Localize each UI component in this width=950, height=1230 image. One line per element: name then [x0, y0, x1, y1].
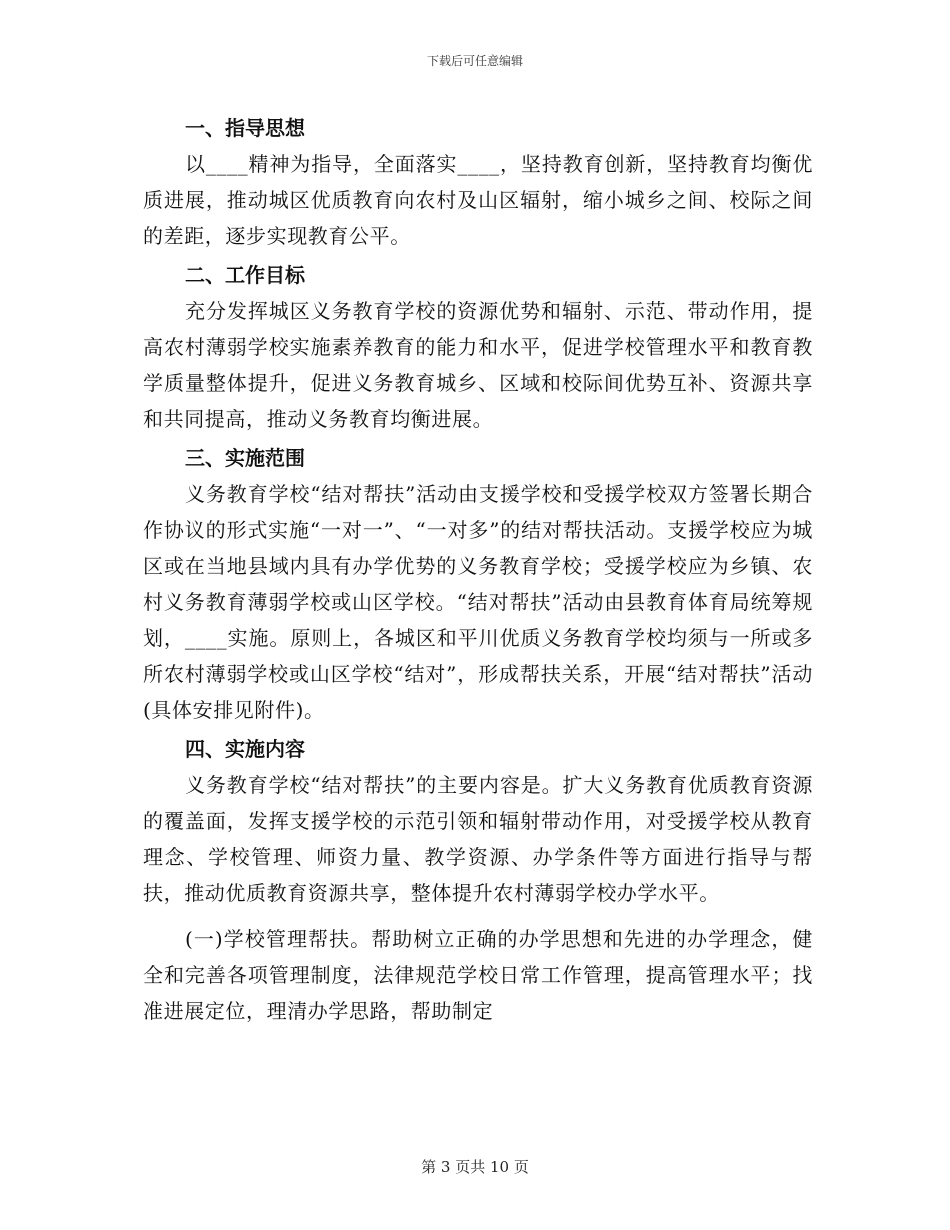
section-heading: 二、工作目标	[185, 263, 305, 287]
section-scope	[143, 440, 813, 728]
section-paragraph: 充分发挥城区义务教育学校的资源优势和辐射、示范、带动作用，提高农村薄弱学校实施素养教育的能力和水平，促进学校管理水平和教育教学质量整体提升，促进义务教育城乡、区域和校际间优势互补、资源共享和共同提高，推动义务教育均衡进展。	[143, 299, 813, 431]
section-paragraph: (一)学校管理帮扶。帮助树立正确的办学思想和先进的办学理念，健全和完善各项管理制度，法律规范学校日常工作管理，提高管理水平；找准进展定位，理清办学思路，帮助制定	[143, 927, 813, 1023]
section-paragraph: 义务教育学校“结对帮扶”活动由支援学校和受援学校双方签署长期合作协议的形式实施“一对一”、“一对多”的结对帮扶活动。支援学校应为城区或在当地县域内具有办学优势的义务教育学校；受援学校应为乡镇、农村义务教育薄弱学校或山区学校。“结对帮扶”活动由县教育体育局统筹规划，____实施。原则上，各城区和平川优质义务教育学校均须与一所或多所农村薄弱学校或山区学校“结对”，形成帮扶关系，开展“结对帮扶”活动(具体安排见附件)。	[143, 482, 813, 722]
section-work-goals	[143, 257, 813, 437]
section-guiding-thought	[143, 110, 813, 254]
section-heading: 一、指导思想	[185, 116, 305, 140]
section-paragraph: 义务教育学校“结对帮扶”的主要内容是。扩大义务教育优质教育资源的覆盖面，发挥支援学校的示范引领和辐射带动作用，对受援学校从教育理念、学校管理、师资力量、教学资源、办学条件等方面进行指导与帮扶，推动优质教育资源共享，整体提升农村薄弱学校办学水平。	[143, 773, 813, 905]
section-paragraph: 以____精神为指导，全面落实____，坚持教育创新，坚持教育均衡优质进展，推动城区优质教育向农村及山区辐射，缩小城乡之间、校际之间的差距，逐步实现教育公平。	[143, 152, 813, 248]
section-content	[143, 731, 813, 1029]
document-body	[143, 110, 813, 1032]
section-heading: 四、实施内容	[185, 737, 305, 761]
page-header: 下载后可任意编辑	[426, 54, 523, 68]
section-heading: 三、实施范围	[185, 446, 305, 470]
page-footer: 第 3 页共 10 页	[421, 1158, 529, 1176]
